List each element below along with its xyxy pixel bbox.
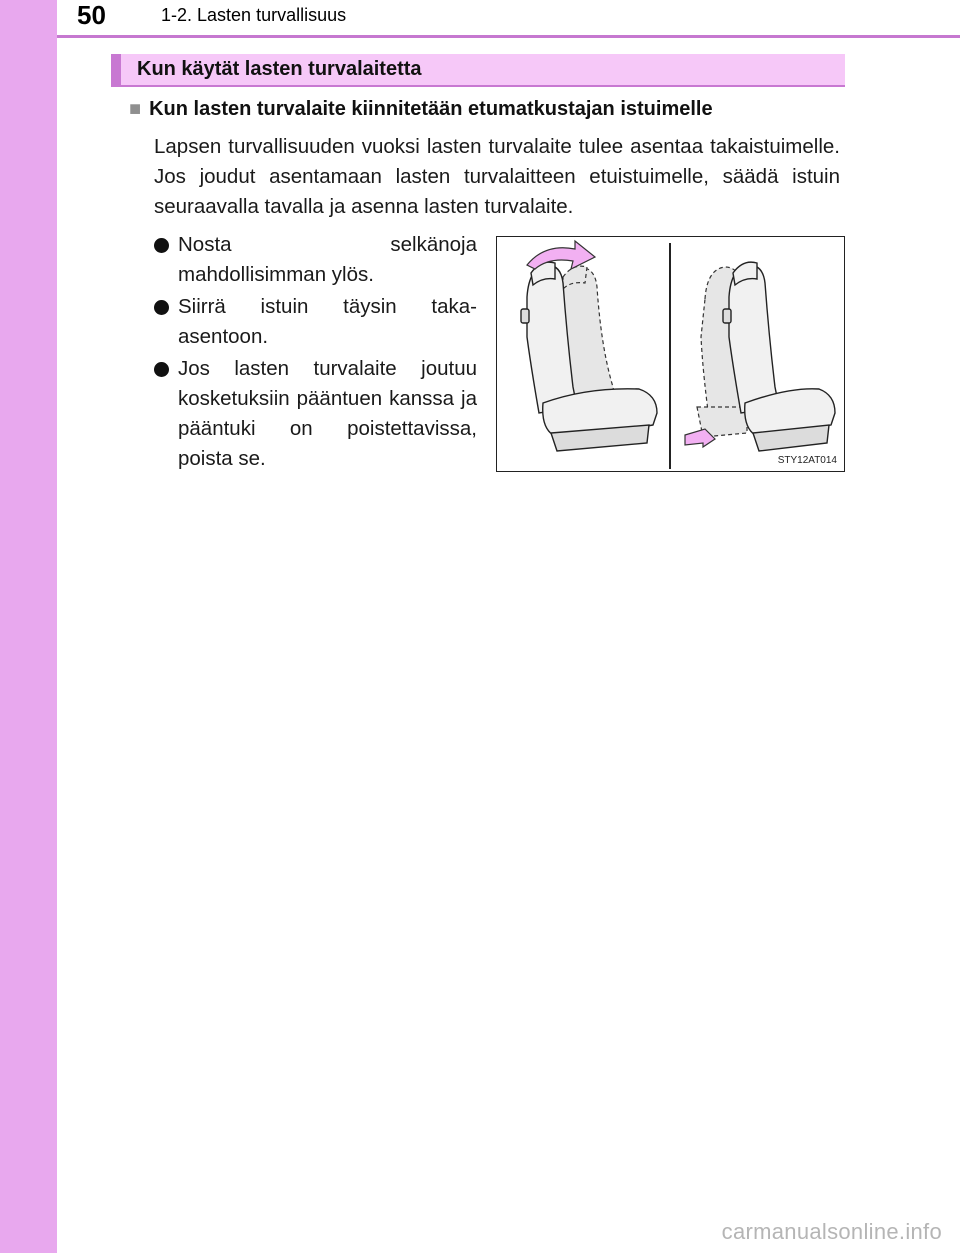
square-bullet-icon: ■ (129, 98, 142, 120)
bullet-dot-icon (154, 238, 169, 253)
bullet-dot-icon (154, 300, 169, 315)
running-header: 1-2. Lasten turvallisuus (161, 5, 347, 25)
bullet-text: Jos lasten turvalaite joutuu kosketuksiin pääntuen kanssa ja pääntuki on poistettavissa, poista se. (178, 357, 477, 470)
figure-code: STY12AT014 (777, 455, 837, 466)
bullet-text: Siirrä istuin täysin taka-asentoon. (178, 295, 477, 348)
subsection-title: Kun lasten turvalaite kiinnitetään etumatkustajan istuimelle (149, 98, 713, 120)
seat-adjustment-illustration (496, 236, 845, 472)
list-item (154, 354, 477, 474)
bullet-list (154, 230, 477, 476)
recline-arrow-icon (527, 241, 595, 269)
section-heading-box (111, 54, 845, 87)
section-title: Kun käytät lasten turvalaitetta (137, 58, 422, 80)
side-band (0, 0, 57, 1253)
bullet-dot-icon (154, 362, 169, 377)
page-number: 50 (77, 0, 106, 30)
list-item (154, 230, 477, 290)
intro-paragraph: Lapsen turvallisuuden vuoksi lasten turvalaite tulee asentaa takaistuimelle. Jos joudut asentamaan lasten turvalaitteen etuistuimelle, säädä istuin seuraavalla tavalla ja asenna lasten turvalaite. (154, 135, 840, 218)
bullet-text: Nosta selkänoja mahdollisimman ylös. (178, 233, 477, 286)
watermark: carmanualsonline.info (721, 1219, 942, 1244)
seat-illustration-svg (497, 237, 846, 473)
header-rule (57, 35, 960, 38)
list-item (154, 292, 477, 352)
subsection-heading (129, 98, 713, 121)
